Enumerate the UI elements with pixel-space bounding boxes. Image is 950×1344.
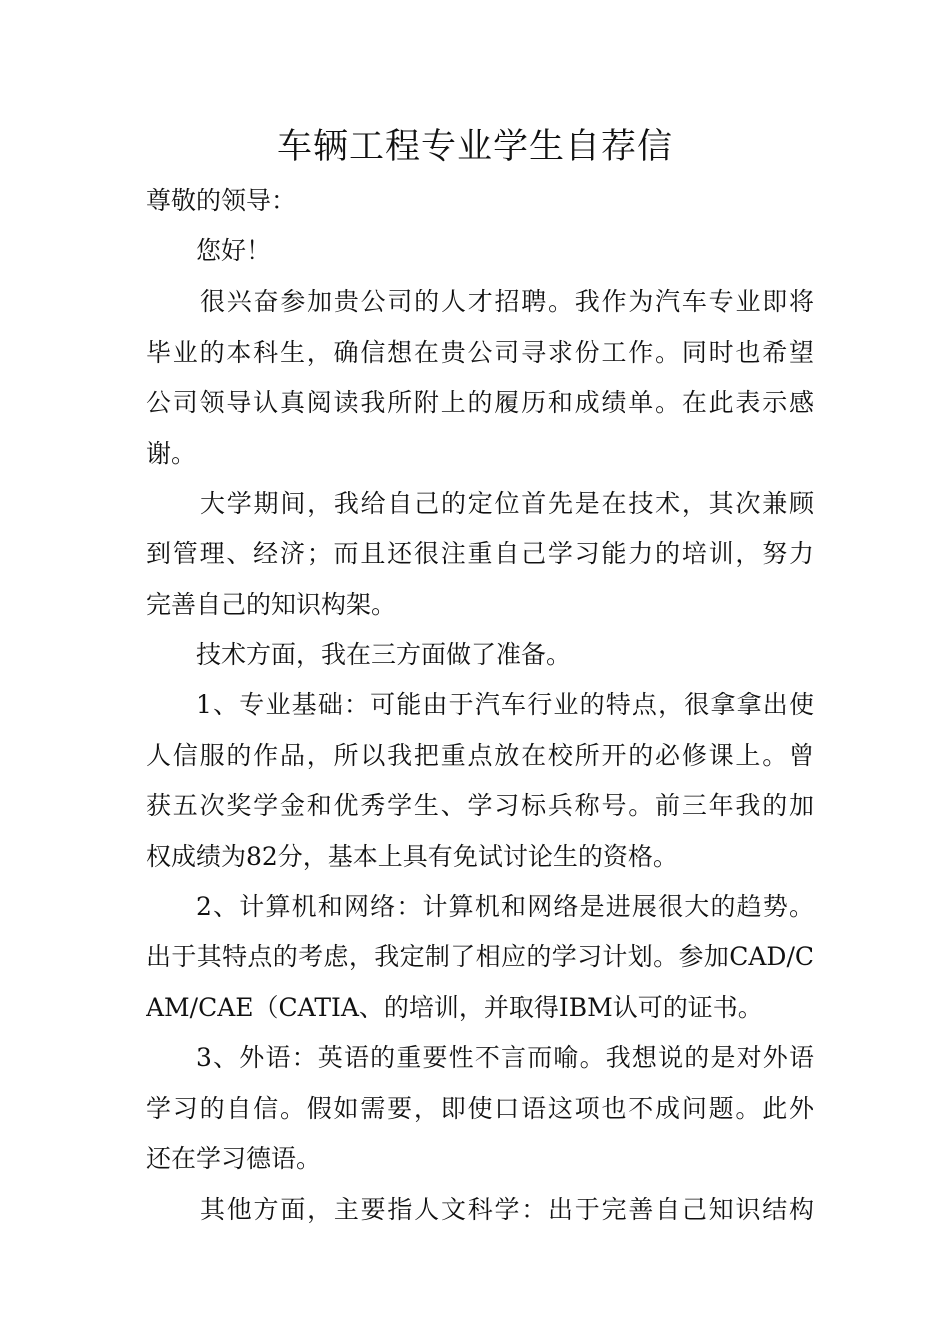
paragraph-line: 谢。 [146,439,197,468]
paragraph-line: 技术方面，我在三方面做了准备。 [196,640,572,669]
paragraph-line: 到管理、经济；而且还很注重自己学习能力的培训，努力 [146,539,814,568]
paragraph-line: 学习的自信。假如需要，即使口语这项也不成问题。此外 [146,1094,814,1123]
paragraph-line: 其他方面，主要指人文科学：出于完善自己知识结构 [200,1195,814,1224]
paragraph-line: 大学期间，我给自己的定位首先是在技术，其次兼顾 [200,489,814,518]
salutation: 尊敬的领导： [146,186,297,215]
paragraph-line: 1、专业基础：可能由于汽车行业的特点，很拿拿出使 [196,690,814,719]
paragraph-line: 权成绩为82分，基本上具有免试讨论生的资格。 [146,842,678,871]
paragraph-line: 获五次奖学金和优秀学生、学习标兵称号。前三年我的加 [146,791,814,820]
paragraph-line: 2、计算机和网络：计算机和网络是进展很大的趋势。 [196,892,814,921]
paragraph-line: 还在学习德语。 [146,1144,322,1173]
paragraph-line: 完善自己的知识构架。 [146,590,397,619]
paragraph-line: 人信服的作品，所以我把重点放在校所开的必修课上。曾 [146,741,814,770]
paragraph-line: 3、外语：英语的重要性不言而喻。我想说的是对外语 [196,1043,814,1072]
paragraph-line: 公司领导认真阅读我所附上的履历和成绩单。在此表示感 [146,388,814,417]
paragraph-line: 毕业的本科生，确信想在贵公司寻求份工作。同时也希望 [146,338,814,367]
paragraph-line: 出于其特点的考虑，我定制了相应的学习计划。参加CAD/C [146,942,814,971]
document-title: 车辆工程专业学生自荐信 [276,127,673,167]
paragraph-line: 很兴奋参加贵公司的人才招聘。我作为汽车专业即将 [200,287,814,316]
paragraph-line: AM/CAE（CATIA、的培训，并取得IBM认可的证书。 [146,993,763,1022]
greeting: 您好！ [196,236,272,265]
